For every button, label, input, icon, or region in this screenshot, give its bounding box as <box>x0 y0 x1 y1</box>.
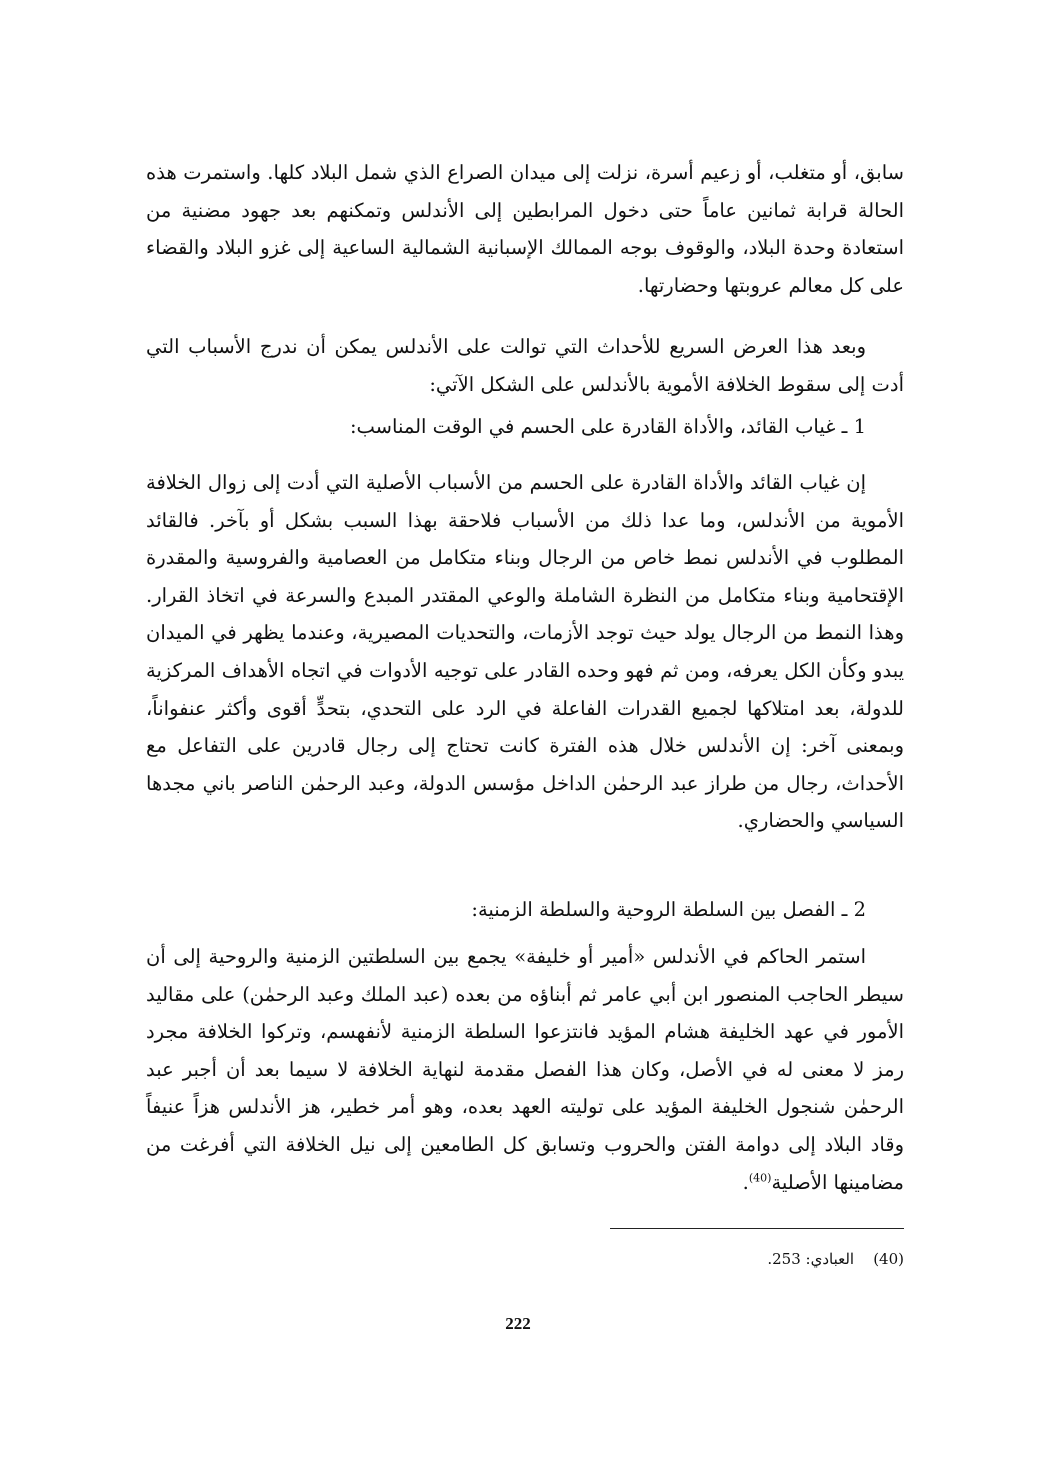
section-heading-2 <box>146 891 904 929</box>
paragraph-2 <box>146 328 904 403</box>
paragraph-1 <box>146 154 904 304</box>
section-heading-1 <box>146 408 904 446</box>
footnote <box>560 1246 904 1272</box>
footnote-number: (40) <box>873 1250 904 1268</box>
footnote-text: العبادي: 253. <box>767 1250 855 1268</box>
paragraph-4 <box>146 938 904 1201</box>
paragraph-2-text: وبعد هذا العرض السريع للأحداث التي توالت على الأندلس يمكن أن ندرج الأسباب التي أدت إلى سقوط الخلافة الأموية بالأندلس على الشكل الآتي: <box>146 335 904 396</box>
paragraph-1-text: سابق، أو متغلب، أو زعيم أسرة، نزلت إلى ميدان الصراع الذي شمل البلاد كلها. واستمرت هذه الحالة قرابة ثمانين عاماً حتى دخول المرابطين إلى الأندلس وتمكنهم بعد جهود مضنية من استعادة وحدة البلاد، والوقوف بوجه الممالك الإسبانية الشمالية الساعية إلى غزو البلاد والقضاء على كل معالم عروبتها وحضارتها. <box>146 161 904 297</box>
paragraph-3-text: إن غياب القائد والأداة القادرة على الحسم من الأسباب الأصلية التي أدت إلى زوال الخلافة الأموية من الأندلس، وما عدا ذلك من الأسباب فلاحقة بهذا السبب بشكل أو بآخر. فالقائد المطلوب في الأندلس نمط خاص من الرجال وبناء متكامل من العصامية والفروسية والمقدرة الإقتحامية وبناء متكامل من النظرة الشاملة والوعي المقتدر المبدع والسرعة في اتخاذ القرار. وهذا النمط من الرجال يولد حيث توجد الأزمات، والتحديات المصيرية، وعندما يظهر في الميدان يبدو وكأن الكل يعرفه، ومن ثم فهو وحده القادر على توجيه الأدوات في اتجاه الأهداف المركزية للدولة، بعد امتلاكها لجميع القدرات الفاعلة في الرد على التحدي، بتحدٍّ أقوى وأكثر عنفواناً، وبمعنى آخر: إن الأندلس خلال هذه الفترة كانت تحتاج إلى رجال قادرين على التفاعل مع الأحداث، رجال من طراز عبد الرحمٰن الداخل مؤسس الدولة، وعبد الرحمٰن الناصر باني مجدها السياسي والحضاري. <box>146 471 904 833</box>
footnote-reference[interactable]: (40) <box>748 1171 772 1185</box>
section-heading-2-text: 2 ـ الفصل بين السلطة الروحية والسلطة الزمنية: <box>471 898 866 921</box>
page-number: 222 <box>505 1314 531 1333</box>
paragraph-3 <box>146 464 904 840</box>
paragraph-4-body <box>146 938 904 1201</box>
paragraph-4-end: . <box>742 1170 749 1194</box>
footnote-divider <box>610 1228 904 1229</box>
section-heading-1-text: 1 ـ غياب القائد، والأداة القادرة على الحسم في الوقت المناسب: <box>349 415 866 438</box>
paragraph-4-text: استمر الحاكم في الأندلس «أمير أو خليفة» يجمع بين السلطتين الزمنية والروحية إلى أن سيطر الحاجب المنصور ابن أبي عامر ثم أبناؤه من بعده (عبد الملك وعبد الرحمٰن) على مقاليد الأمور في عهد الخليفة هشام المؤيد فانتزعوا السلطة الزمنية لأنفهسم، وتركوا الخلافة مجرد رمز لا معنى له في الأصل، وكان هذا الفصل مقدمة لنهاية الخلافة لا سيما بعد أن أجبر عبد الرحمٰن شنجول الخليفة المؤيد على توليته العهد بعده، وهو أمر خطير، هز الأندلس هزاً عنيفاً وقاد البلاد إلى دوامة الفتن والحروب وتسابق كل الطامعين إلى نيل الخلافة التي أفرغت من مضامينها الأصلية <box>146 945 904 1194</box>
